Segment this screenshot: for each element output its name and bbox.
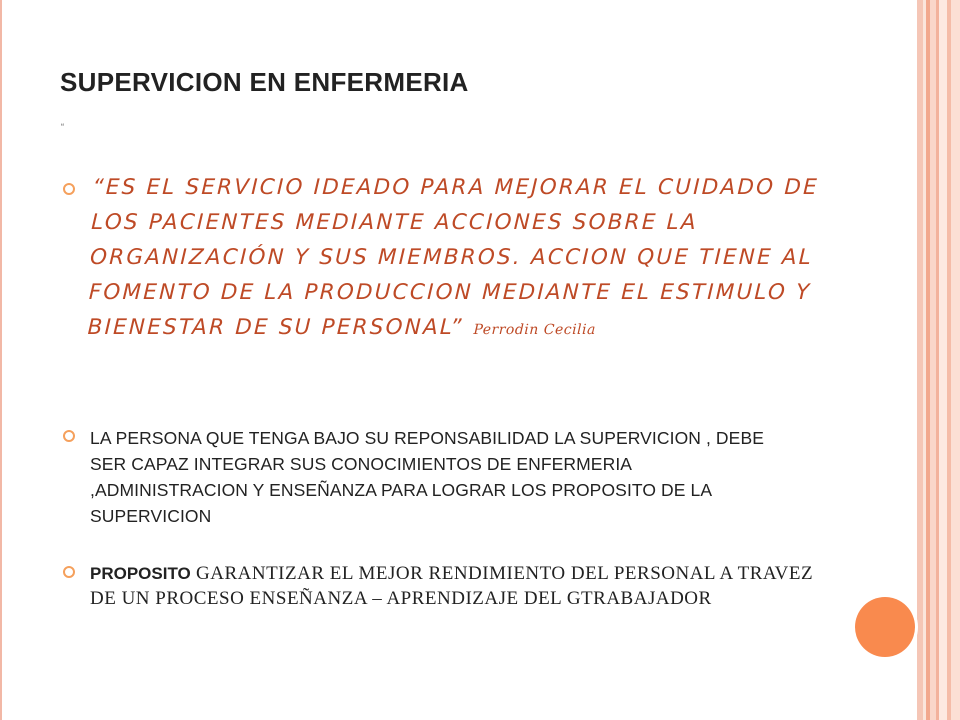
ring-bullet-icon bbox=[63, 183, 75, 195]
slide-title: SUPERVICION EN ENFERMERIA bbox=[60, 67, 469, 97]
orange-circle-decoration bbox=[855, 597, 915, 657]
purpose-label: PROPOSITO bbox=[90, 564, 191, 583]
definition-quote bbox=[87, 170, 833, 348]
ring-bullet-icon bbox=[63, 566, 75, 578]
small-quote-mark: “ bbox=[61, 122, 64, 132]
quote-author: Perrodin Cecilia bbox=[473, 322, 597, 338]
purpose-paragraph bbox=[90, 561, 830, 611]
decorative-stripe bbox=[939, 0, 947, 720]
ring-bullet-icon bbox=[63, 430, 75, 442]
responsibility-paragraph: LA PERSONA QUE TENGA BAJO SU REPONSABILIDAD LA SUPERVICION , DEBE SER CAPAZ INTEGRAR SUS CONOCIMIENTOS DE ENFERMERIA ,ADMINISTRACION Y ENSEÑANZA PARA LOGRAR LOS PROPOSITO DE LA SUPERVICION bbox=[90, 428, 764, 526]
quote-text: “ES EL SERVICIO IDEADO PARA MEJORAR EL CUIDADO DE LOS PACIENTES MEDIANTE ACCIONES SOBRE LA ORGANIZACIÓN Y SUS MIEMBROS. ACCION QUE TIENE AL FOMENTO DE LA PRODUCCION MEDIANTE EL ESTIMULO Y BIENESTAR DE SU PERSONAL” bbox=[87, 175, 820, 340]
decorative-stripe bbox=[951, 0, 960, 720]
purpose-text: GARANTIZAR EL MEJOR RENDIMIENTO DEL PERSONAL A TRAVEZ DE UN PROCESO ENSEÑANZA – APRENDIZAJE DEL GTRABAJADOR bbox=[90, 563, 814, 609]
left-border-line bbox=[0, 0, 2, 720]
